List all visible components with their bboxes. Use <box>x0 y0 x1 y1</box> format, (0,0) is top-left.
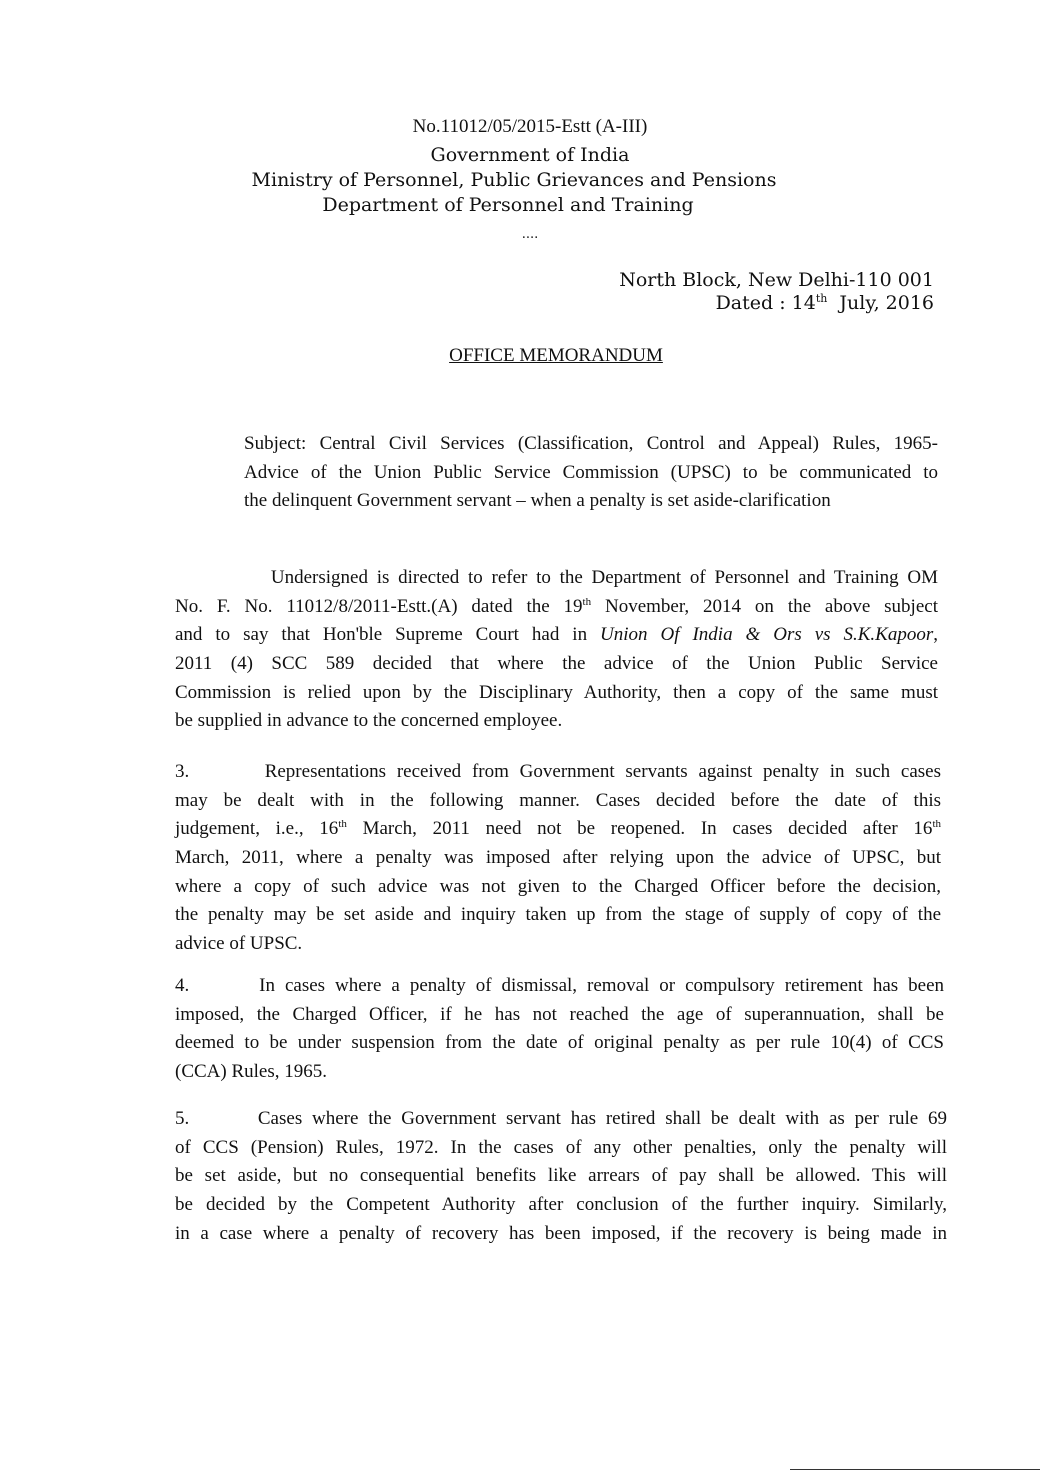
text-line <box>175 930 941 959</box>
text-segment: (CCA) Rules, 1965. <box>175 1061 327 1083</box>
text-line <box>175 1001 944 1030</box>
text-line <box>244 459 938 488</box>
government-name: Government of India <box>430 144 630 166</box>
text-line <box>244 430 938 459</box>
text-segment: the penalty may be set aside and inquiry taken up from the stage of supply of copy of the <box>175 904 941 926</box>
address: North Block, New Delhi-110 001 <box>619 269 934 291</box>
text-line <box>175 707 938 736</box>
text-line <box>175 787 941 816</box>
text-line <box>175 815 941 844</box>
text-line <box>175 1058 944 1087</box>
text-line <box>175 758 941 787</box>
paragraph-5 <box>175 1105 947 1248</box>
text-segment: be set aside, but no consequential benefits like arrears of pay shall be allowed. This will <box>175 1165 947 1187</box>
text-segment: 4. In cases where a penalty of dismissal, removal or compulsory retirement has been <box>175 975 944 996</box>
date-prefix: Dated : 14 <box>715 292 816 314</box>
date-suffix: July, 2016 <box>827 292 934 314</box>
text-segment: March, 2011 need not be reopened. In cases decided after 16 <box>346 818 933 840</box>
text-segment: imposed, the Charged Officer, if he has not reached the age of superannuation, shall be <box>175 1003 944 1025</box>
text-segment: judgement, i.e., 16 <box>175 818 339 840</box>
date-line <box>716 292 934 314</box>
text-segment: March, 2011, where a penalty was imposed after relying upon the advice of UPSC, but <box>175 847 941 869</box>
text-line <box>175 901 941 930</box>
text-segment: and to say that Hon'ble Supreme Court had in <box>175 624 601 646</box>
date-sup: th <box>815 292 828 305</box>
text-line <box>175 972 944 1001</box>
text-segment: No. F. No. 11012/8/2011-Estt.(A) dated the 19 <box>175 595 583 617</box>
text-segment: November, 2014 on the above subject <box>591 595 938 617</box>
text-segment: may be dealt with in the following manner. Cases decided before the date of this <box>175 789 941 811</box>
superscript: th <box>582 595 592 608</box>
text-segment: advice of UPSC. <box>175 933 303 955</box>
text-line <box>175 593 938 622</box>
text-line <box>175 621 938 650</box>
paragraph-4 <box>175 972 944 1087</box>
document-title: OFFICE MEMORANDUM <box>449 345 663 366</box>
footer-rule <box>790 1469 1040 1470</box>
text-line <box>175 1105 947 1134</box>
text-line <box>175 679 938 708</box>
superscript: th <box>338 818 347 831</box>
subject-paragraph <box>244 430 938 516</box>
text-segment: in a case where a penalty of recovery has been imposed, if the recovery is being made in <box>175 1222 947 1244</box>
text-segment: deemed to be under suspension from the date of original penalty as per rule 10(4) of CCS <box>175 1032 944 1054</box>
paragraph-1 <box>175 564 938 736</box>
file-number: No.11012/05/2015-Estt (A-III) <box>412 116 648 137</box>
text-line <box>175 873 941 902</box>
text-line <box>175 650 938 679</box>
text-line <box>175 564 938 593</box>
text-segment: of CCS (Pension) Rules, 1972. In the cases of any other penalties, only the penalty will <box>175 1136 947 1158</box>
text-segment: 5. Cases where the Government servant has retired shall be dealt with as per rule 69 <box>175 1108 947 1129</box>
text-segment: , <box>933 624 939 646</box>
text-segment: the delinquent Government servant – when a penalty is set aside-clarification <box>244 490 831 512</box>
text-line <box>175 1220 947 1249</box>
text-line <box>175 1029 944 1058</box>
text-line <box>244 487 938 516</box>
paragraph-3 <box>175 758 941 959</box>
text-line <box>175 1162 947 1191</box>
superscript: th <box>932 818 941 831</box>
text-segment: 2011 (4) SCC 589 decided that where the advice of the Union Public Service <box>175 653 938 675</box>
separator-dots: .... <box>521 227 539 242</box>
text-line <box>175 1134 947 1163</box>
department-name: Department of Personnel and Training <box>322 194 694 216</box>
text-segment: be decided by the Competent Authority after conclusion of the further inquiry. Similarly, <box>175 1194 947 1216</box>
text-line <box>175 844 941 873</box>
text-segment: Undersigned is directed to refer to the Department of Personnel and Training OM <box>175 567 938 588</box>
text-line <box>175 1191 947 1220</box>
text-segment: Commission is relied upon by the Disciplinary Authority, then a copy of the same must <box>175 681 938 703</box>
text-segment: Advice of the Union Public Service Commission (UPSC) to be communicated to <box>244 461 938 483</box>
text-segment: where a copy of such advice was not given to the Charged Officer before the decision, <box>175 875 941 897</box>
text-segment: 3. Representations received from Government servants against penalty in such cases <box>175 761 941 782</box>
text-segment: Subject: Central Civil Services (Classification, Control and Appeal) Rules, 1965- <box>244 433 938 454</box>
text-segment: be supplied in advance to the concerned employee. <box>175 710 563 732</box>
case-citation: Union Of India & Ors vs S.K.Kapoor <box>600 624 934 646</box>
ministry-name: Ministry of Personnel, Public Grievances and Pensions <box>251 169 777 191</box>
